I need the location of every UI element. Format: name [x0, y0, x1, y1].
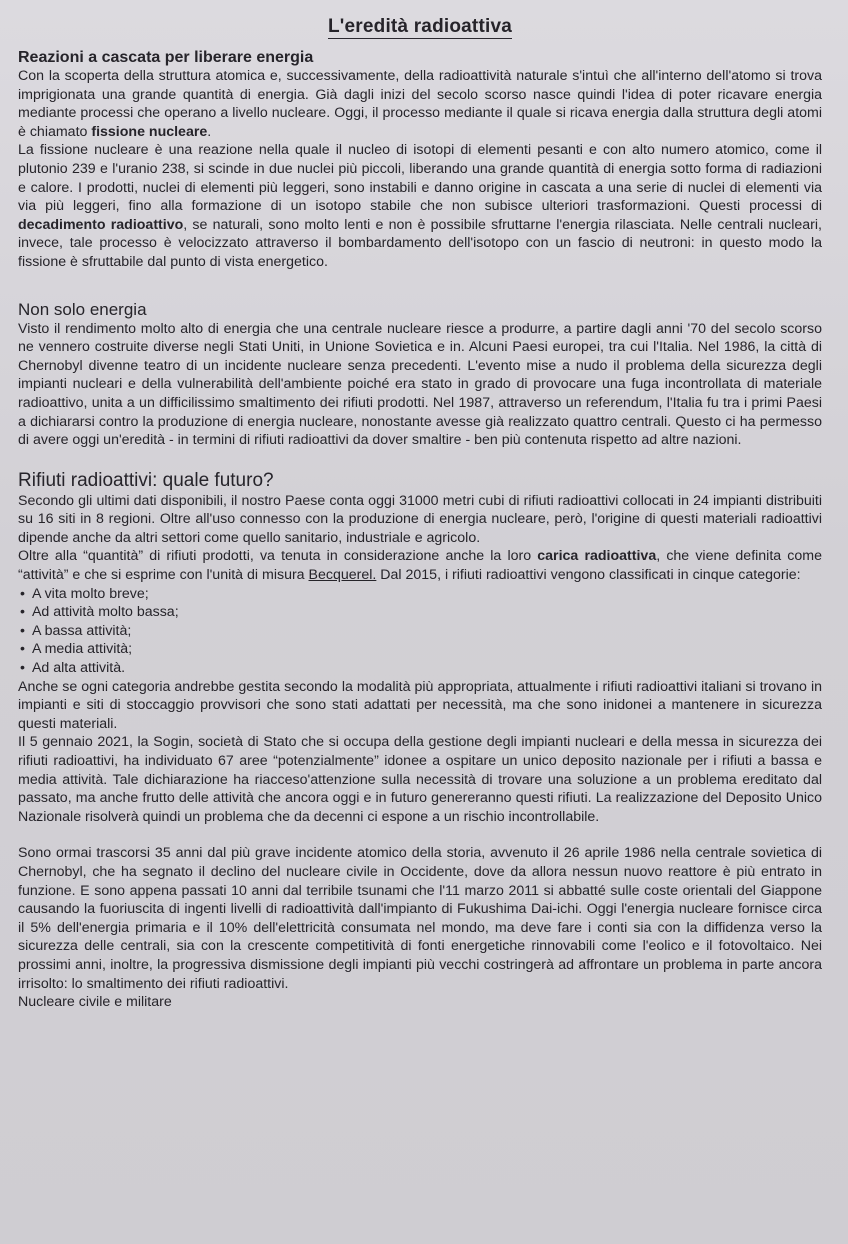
section-heading: Rifiuti radioattivi: quale futuro?: [18, 469, 274, 491]
paragraph: La fissione nucleare è una reazione nella quale il nucleo di isotopi di elementi pesanti e con alto numero atomico, come il plutonio 239 e l'uranio 238, si scinde in due nuclei più piccoli, liberando una grande quantità di energia sotto forma di radiazioni e calore. I prodotti, nuclei di elementi più leggeri, sono instabili e danno origine in cascata a una serie di nuclei di elementi via via più leggeri, fino alla formazione di un isotopo stabile che non subisce ulteriori trasformazioni. Questi processi di decadimento radioattivo, se naturali, sono molto lenti e non è possibile sfruttarne l'energia rilasciata. Nelle centrali nucleari, invece, tale processo è velocizzato attraverso il bombardamento dell'isotopo con un fascio di neutroni: in questo modo la fissione è sfruttabile dal punto di vista energetico.: [18, 142, 822, 270]
section-heading: Reazioni a cascata per liberare energia: [18, 49, 314, 66]
list-item: • A vita molto breve;: [20, 585, 822, 604]
list-item: • Ad alta attività.: [20, 659, 822, 678]
section-conclusione: [18, 844, 822, 1011]
list-item: • A bassa attività;: [20, 622, 822, 641]
section-reazioni: [18, 48, 822, 272]
paragraph: Anche se ogni categoria andrebbe gestita secondo la modalità più appropriata, attualmente i rifiuti radioattivi italiani si trovano in impianti e siti di stoccaggio provvisori che sono stati adattati per necessità, ma che sono inidonei a mantenere in sicurezza questi materiali.: [18, 678, 822, 732]
paragraph: Il 5 gennaio 2021, la Sogin, società di Stato che si occupa della gestione degli impianti nucleari e della messa in sicurezza dei rifiuti radioattivi, ha individuato 67 aree “potenzialmente” idonee a ospitare un unico deposito nazionale per i rifiuti a bassa e media attività. Tale dichiarazione ha riacceso'attenzione sulla necessità di trovare una soluzione a un problema ereditato dal passato, ma anche frutto delle attività che ancora oggi e in futuro genereranno questi rifiuti. La realizzazione del Deposito Unico Nazionale risolverà quindi un problema che da decenni ci espone a un rischio incontrollabile.: [18, 734, 822, 825]
section-non-solo-energia: [18, 300, 822, 450]
list-item: • A media attività;: [20, 640, 822, 659]
paragraph: Con la scoperta della struttura atomica e, successivamente, della radioattività naturale s'intuì che all'interno dell'atomo si trova imprigionata una grande quantità di energia. Già dagli inizi del secolo scorso nasce quindi l'idea di poter ricavare energia mediante processi che operano a livello nucleare. Oggi, il processo mediante il quale si ricava energia dalla struttura degli atomi è chiamato fissione nucleare.: [18, 68, 822, 140]
paragraph: Oltre alla “quantità” di rifiuti prodotti, va tenuta in considerazione anche la loro carica radioattiva, che viene definita come “attività” e che si esprime con l'unità di misura Becquerel. Dal 2015, i rifiuti radioattivi vengono classificati in cinque categorie:: [18, 548, 823, 584]
paragraph: Secondo gli ultimi dati disponibili, il nostro Paese conta oggi 31000 metri cubi di rifiuti radioattivi collocati in 24 impianti distribuiti su 16 siti in 8 regioni. Oltre all'uso connesso con la produzione di energia nucleare, però, l'origine di questi materiali radioattivi dipende anche da altri settori come quello sanitario, industriale e agricolo.: [18, 492, 822, 546]
next-section-heading: Nucleare civile e militare: [18, 994, 172, 1011]
page-title: L'eredità radioattiva: [328, 16, 512, 37]
section-rifiuti: [18, 470, 822, 827]
category-list: [18, 585, 822, 678]
paragraph: Sono ormai trascorsi 35 anni dal più grave incidente atomico della storia, avvenuto il 26 aprile 1986 nella centrale sovietica di Chernobyl, che ha segnato il declino del nucleare civile in Occidente, dove da allora nessun nuovo reattore è più entrato in funzione. E sono appena passati 10 anni dal terribile tsunami che l'11 marzo 2011 si abbatté sulle coste orientali del Giappone causando la fuoriuscita di ingenti livelli di radioattività dall'impianto di Fukushima Dai-ichi. Oggi l'energia nucleare fornisce circa il 5% dell'energia primaria e il 10% dell'elettricità consumata nel mondo, ma deve fare i conti sia con la diffidenza verso la sicurezza delle centrali, sia con la crescente competitività di fonti energetiche rinnovabili come l'eolico e il fotovoltaico. Nei prossimi anni, inoltre, la progressiva dismissione degli impianti più vecchi costringerà ad affrontare un problema in parte ancora irrisolto: lo smaltimento dei rifiuti radioattivi.: [18, 845, 822, 992]
list-item: • Ad attività molto bassa;: [20, 603, 822, 622]
becquerel-link: Becquerel.: [308, 567, 377, 584]
paragraph: Visto il rendimento molto alto di energia che una centrale nucleare riesce a produrre, a partire dagli anni '70 del secolo scorso ne vennero costruite diverse negli Stati Uniti, in Unione Sovietica e in. Alcuni Paesi europei, tra cui l'Italia. Nel 1986, la città di Chernobyl divenne teatro di un incidente nucleare senza precedenti. L'evento mise a nudo il problema della sicurezza degli impianti nucleari e della vulnerabilità dell'ambiente poiché era stato in grado di provocare una fuga incontrollata di materiale radioattivo, unita a un difficilissimo smaltimento dei rifiuti prodotti. Nel 1987, attraverso un referendum, l'Italia fu tra i primi Paesi a dichiararsi contro la produzione di energia nucleare, nonostante avesse già realizzato quattro centrali. Questo ci ha permesso di avere oggi un'eredità - in termini di rifiuti radioattivi da dover smaltire - ben più contenuta rispetto ad altre nazioni.: [18, 320, 822, 449]
section-heading: Non solo energia: [18, 299, 147, 319]
